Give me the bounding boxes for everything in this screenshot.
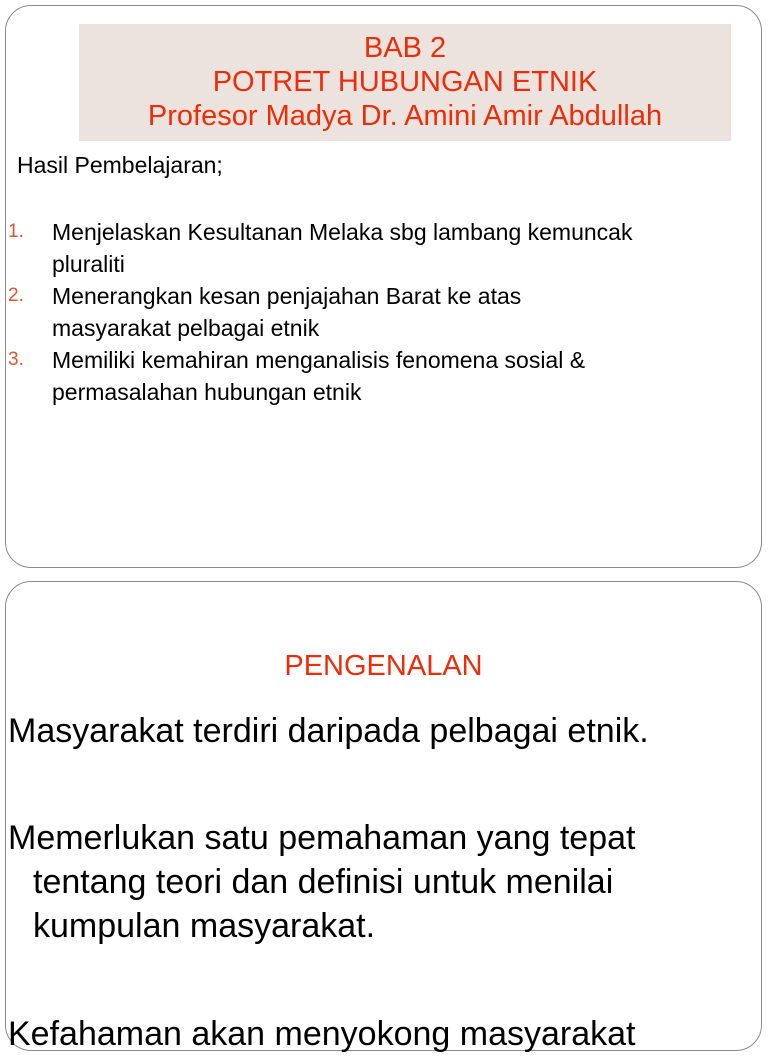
slide-2	[5, 581, 762, 1051]
list-number: 1.	[8, 221, 24, 242]
list-item-text: Memiliki kemahiran menganalisis fenomena sosial &	[52, 347, 586, 373]
author-name: Profesor Madya Dr. Amini Amir Abdullah	[147, 100, 663, 132]
list-number: 2.	[8, 285, 24, 306]
paragraph-line: tentang teori dan definisi untuk menilai	[33, 863, 614, 901]
chapter-label: BAB 2	[363, 32, 447, 64]
paragraph-line: Masyarakat terdiri daripada pelbagai etnik.	[8, 712, 649, 750]
list-item	[8, 280, 758, 344]
list-item	[8, 344, 758, 408]
paragraph-line: kumpulan masyarakat.	[33, 907, 376, 945]
list-item	[8, 216, 758, 280]
slide-title-box	[79, 24, 731, 141]
list-item-text: masyarakat pelbagai etnik	[52, 315, 320, 341]
chapter-title: POTRET HUBUNGAN ETNIK	[212, 66, 598, 98]
list-item-text: permasalahan hubungan etnik	[52, 379, 362, 405]
list-item-text: Menjelaskan Kesultanan Melaka sbg lambang kemuncak	[52, 219, 633, 245]
paragraph-line: Kefahaman akan menyokong masyarakat	[8, 1015, 636, 1053]
paragraph	[8, 816, 748, 948]
list-item-text: pluraliti	[52, 251, 125, 277]
learning-outcomes-list	[8, 216, 758, 408]
paragraph-line: Memerlukan satu pemahaman yang tepat	[8, 819, 636, 857]
section-title: PENGENALAN	[284, 650, 483, 682]
list-number: 3.	[8, 349, 24, 370]
learning-outcomes-heading: Hasil Pembelajaran;	[17, 152, 223, 178]
slide-1	[5, 5, 762, 568]
paragraph	[8, 1012, 748, 1056]
paragraph	[8, 709, 748, 753]
list-item-text: Menerangkan kesan penjajahan Barat ke atas	[52, 283, 522, 309]
